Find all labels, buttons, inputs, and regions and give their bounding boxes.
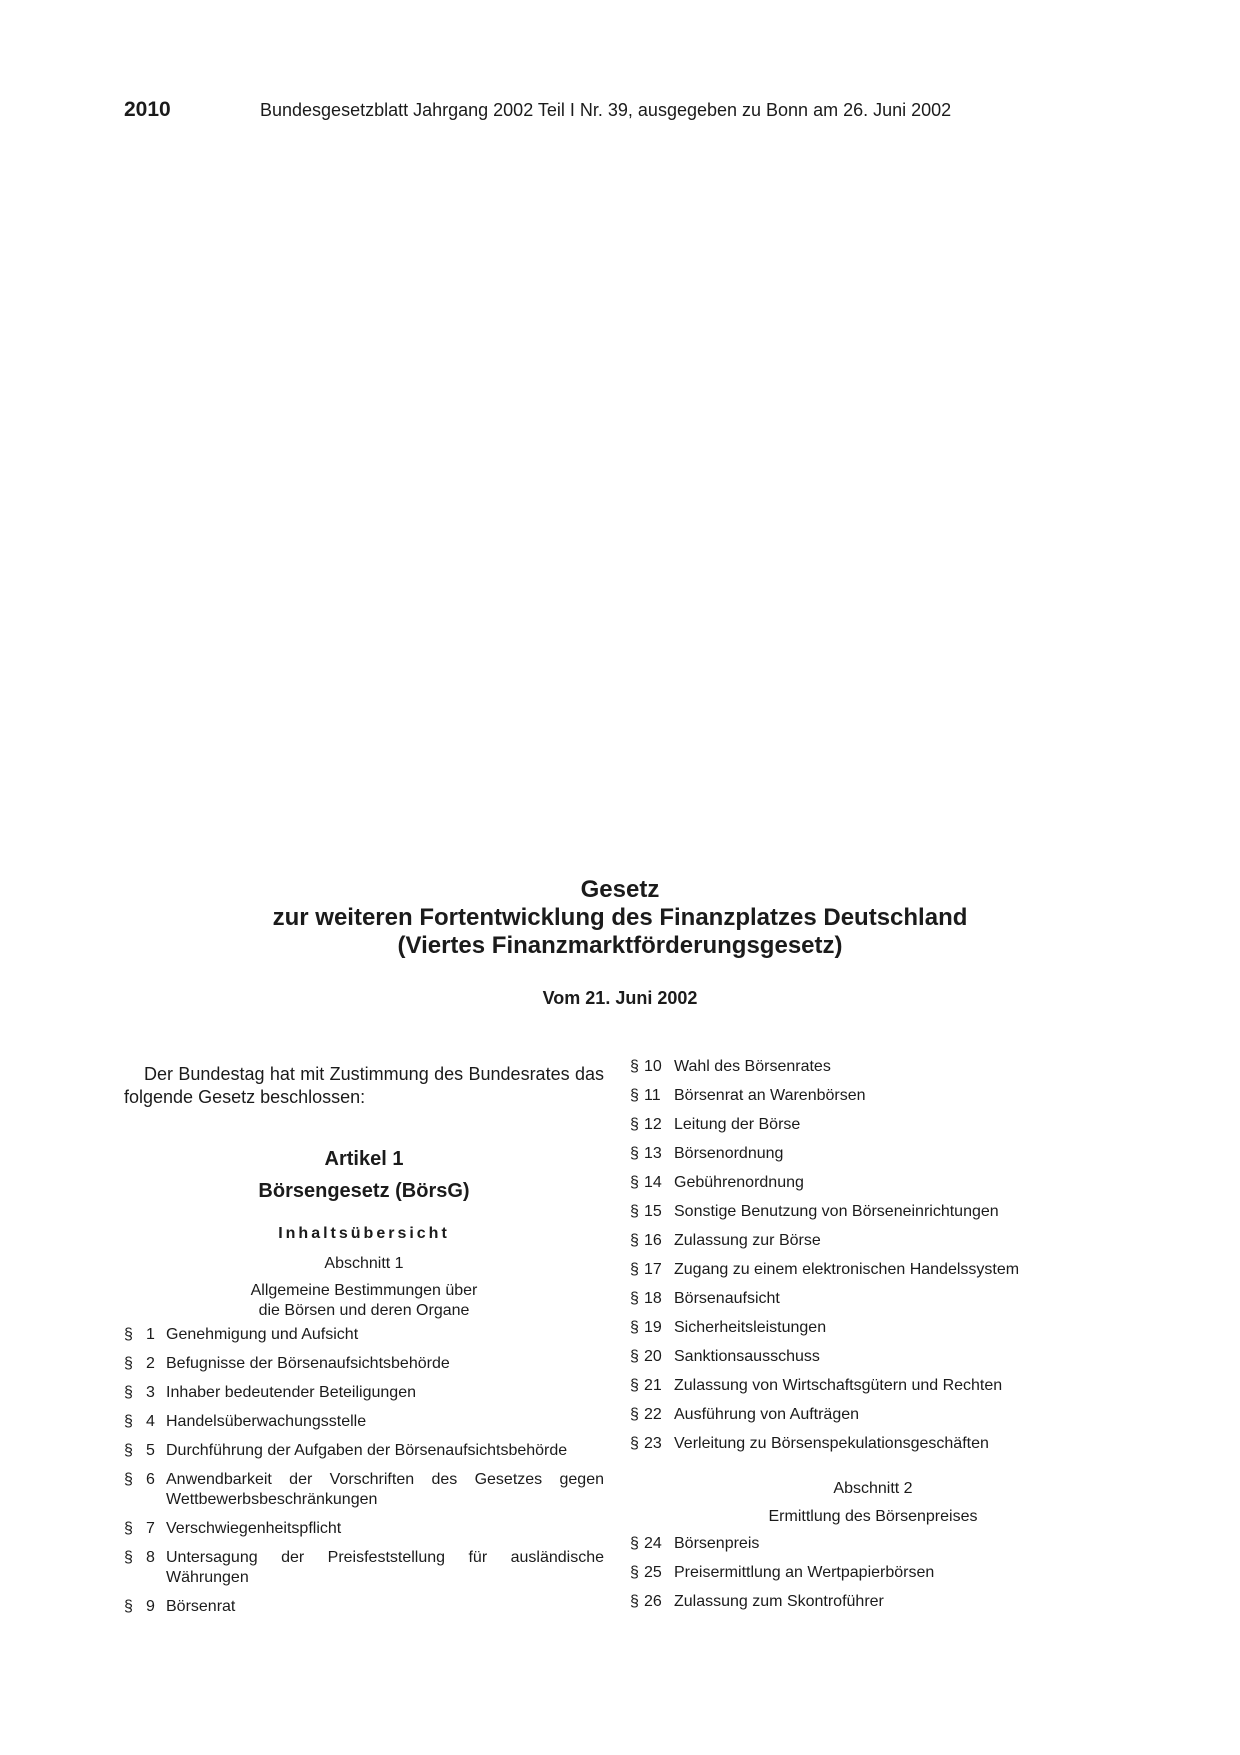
section-symbol: § (630, 1232, 639, 1249)
section-symbol: § (124, 1384, 133, 1401)
section-title-text: Sicherheitsleistungen (674, 1319, 827, 1336)
section-number: 9 (146, 1598, 155, 1615)
section-number: 3 (146, 1384, 155, 1401)
section-number: 16 (644, 1232, 662, 1249)
section-number: 22 (644, 1406, 662, 1423)
section-symbol: § (124, 1355, 133, 1372)
section-symbol: § (630, 1319, 639, 1336)
section-symbol: § (630, 1145, 639, 1162)
toc-item (124, 1548, 604, 1588)
section-symbol: § (630, 1377, 639, 1394)
section-title-text: Leitung der Börse (674, 1116, 801, 1133)
toc-item (124, 1354, 604, 1374)
section-number: 1 (146, 1326, 155, 1343)
section-title-text: Preisermittlung an Wertpapierbörsen (674, 1564, 935, 1581)
toc-item (124, 1325, 604, 1345)
section-title-text: Handelsüberwachungsstelle (166, 1413, 367, 1430)
section-symbol: § (124, 1598, 133, 1615)
toc-item (630, 1289, 1116, 1309)
toc-item (630, 1563, 1116, 1583)
section-title-text: Sanktionsausschuss (674, 1348, 820, 1365)
section-number: 5 (146, 1442, 155, 1459)
toc-item (124, 1383, 604, 1403)
section-title-text: Börsenpreis (674, 1535, 760, 1552)
section-number: 12 (644, 1116, 662, 1133)
section-symbol: § (630, 1406, 639, 1423)
law-title-block (124, 876, 1116, 960)
section-number: 6 (146, 1471, 155, 1488)
section-number: 11 (644, 1087, 661, 1104)
section-title-text: Börsenrat (166, 1598, 236, 1615)
section-symbol: § (630, 1203, 639, 1220)
section-number: 26 (644, 1593, 662, 1610)
toc-item (124, 1470, 604, 1510)
section-title-text: Wahl des Börsenrates (674, 1058, 831, 1075)
section-symbol: § (124, 1471, 133, 1488)
toc-list-right-2 (630, 1534, 1116, 1612)
toc-item (630, 1173, 1116, 1193)
section-number: 21 (644, 1377, 662, 1394)
section-number: 25 (644, 1564, 662, 1581)
toc-item (630, 1534, 1116, 1554)
section-title-text: Zulassung zum Skontroführer (674, 1593, 884, 1610)
section-title-text: Anwendbarkeit der Vorschriften des Gesetzes gegen Wettbewerbsbeschränkungen (166, 1471, 604, 1508)
section-2-title: Ermittlung des Börsenpreises (768, 1508, 978, 1525)
section-symbol: § (124, 1520, 133, 1537)
section-symbol: § (124, 1413, 133, 1430)
section-number: 24 (644, 1535, 662, 1552)
section-title-text: Untersagung der Preisfeststellung für ausländische Währungen (166, 1549, 604, 1586)
title-line-3: (Viertes Finanzmarktförderungsgesetz) (397, 932, 843, 959)
toc-item (630, 1405, 1116, 1425)
toc-item (630, 1347, 1116, 1367)
toc-item (630, 1086, 1116, 1106)
toc-heading: Inhaltsübersicht (278, 1225, 450, 1242)
section-title-text: Zugang zu einem elektronischen Handelssystem (674, 1261, 1020, 1278)
section-symbol: § (630, 1535, 639, 1552)
title-line-1: Gesetz (580, 876, 660, 903)
law-date: Vom 21. Juni 2002 (542, 988, 698, 1008)
intro-paragraph: Der Bundestag hat mit Zustimmung des Bundesrates das folgende Gesetz beschlossen: (124, 1064, 604, 1107)
toc-item (124, 1412, 604, 1432)
toc-item (630, 1144, 1116, 1164)
title-line-2: zur weiteren Fortentwicklung des Finanzplatzes Deutschland (272, 904, 968, 931)
section-symbol: § (124, 1549, 133, 1566)
running-head: Bundesgesetzblatt Jahrgang 2002 Teil I Nr. 39, ausgegeben zu Bonn am 26. Juni 2002 (260, 100, 952, 120)
section-number: 19 (644, 1319, 662, 1336)
toc-item (124, 1597, 604, 1617)
section-title-text: Börsenaufsicht (674, 1290, 780, 1307)
section-number: 2 (146, 1355, 155, 1372)
section-title-text: Verschwiegenheitspflicht (166, 1520, 342, 1537)
section-title-text: Börsenrat an Warenbörsen (674, 1087, 866, 1104)
section-title-text: Sonstige Benutzung von Börseneinrichtungen (674, 1203, 999, 1220)
toc-item (630, 1057, 1116, 1077)
toc-item (630, 1318, 1116, 1338)
section-number: 18 (644, 1290, 662, 1307)
toc-list-right (630, 1057, 1116, 1454)
section-title-text: Befugnisse der Börsenaufsichtsbehörde (166, 1355, 450, 1372)
section-number: 7 (146, 1520, 155, 1537)
section-2-number: Abschnitt 2 (833, 1480, 913, 1497)
toc-item (124, 1441, 604, 1461)
section-number: 4 (146, 1413, 155, 1430)
section-1-title (124, 1281, 604, 1321)
toc-item (630, 1376, 1116, 1396)
section-symbol: § (630, 1593, 639, 1610)
section-title-text: Verleitung zu Börsenspekulationsgeschäften (674, 1435, 989, 1452)
section-title-text: Durchführung der Aufgaben der Börsenaufsichtsbehörde (166, 1442, 568, 1459)
section-number: 14 (644, 1174, 662, 1191)
toc-list-left (124, 1325, 604, 1617)
section-title-text: Börsenordnung (674, 1145, 784, 1162)
section-number: 23 (644, 1435, 662, 1452)
section-title-text: Ausführung von Aufträgen (674, 1406, 860, 1423)
section-number: 13 (644, 1145, 662, 1162)
section-1-title-line-1: Allgemeine Bestimmungen über (250, 1282, 478, 1299)
section-title-text: Zulassung zur Börse (674, 1232, 821, 1249)
page-number: 2010 (124, 98, 171, 121)
section-number: 15 (644, 1203, 662, 1220)
section-title-text: Zulassung von Wirtschaftsgütern und Rechten (674, 1377, 1003, 1394)
section-symbol: § (630, 1261, 639, 1278)
page-header (124, 98, 1116, 126)
toc-item (630, 1231, 1116, 1251)
section-symbol: § (124, 1442, 133, 1459)
section-title-text: Inhaber bedeutender Beteiligungen (166, 1384, 416, 1401)
section-symbol: § (124, 1326, 133, 1343)
section-number: 8 (146, 1549, 155, 1566)
section-symbol: § (630, 1435, 639, 1452)
toc-item (630, 1202, 1116, 1222)
toc-item (630, 1260, 1116, 1280)
artikel-heading: Artikel 1 (324, 1148, 404, 1170)
toc-item (630, 1434, 1116, 1454)
section-symbol: § (630, 1174, 639, 1191)
toc-item (124, 1519, 604, 1539)
section-title-text: Gebührenordnung (674, 1174, 804, 1191)
section-symbol: § (630, 1058, 639, 1075)
law-name-heading: Börsengesetz (BörsG) (258, 1180, 470, 1202)
section-title-text: Genehmigung und Aufsicht (166, 1326, 359, 1343)
section-symbol: § (630, 1564, 639, 1581)
section-number: 10 (644, 1058, 662, 1075)
section-1-title-line-2: die Börsen und deren Organe (258, 1302, 470, 1319)
section-number: 20 (644, 1348, 662, 1365)
section-symbol: § (630, 1087, 639, 1104)
right-column (630, 1058, 1116, 1621)
section-symbol: § (630, 1290, 639, 1307)
section-symbol: § (630, 1116, 639, 1133)
section-number: 17 (644, 1261, 662, 1278)
left-column (124, 1063, 604, 1626)
toc-item (630, 1592, 1116, 1612)
toc-item (630, 1115, 1116, 1135)
section-symbol: § (630, 1348, 639, 1365)
section-1-number: Abschnitt 1 (324, 1255, 404, 1272)
